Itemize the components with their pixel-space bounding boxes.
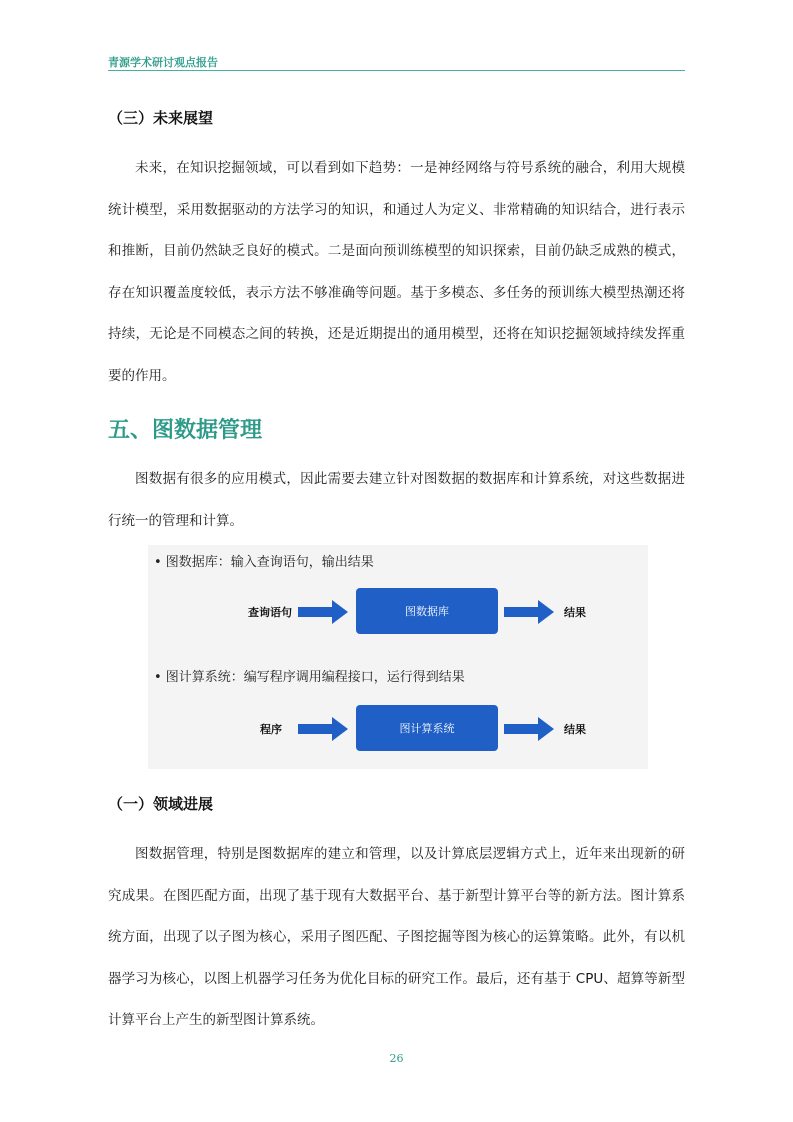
arrow-right-icon: [504, 716, 556, 742]
figure-bullet-graph-compute: • 图计算系统：编写程序调用编程接口，运行得到结果: [154, 670, 465, 685]
flow-box-graph-database: 图数据库: [356, 588, 498, 634]
subsection-heading-progress: （一）领域进展: [108, 795, 214, 813]
running-header: 青源学术研讨观点报告: [108, 56, 218, 69]
flow-input-label: 程序: [260, 723, 282, 736]
graph-system-figure: [148, 545, 648, 769]
paragraph-future-outlook: 未来，在知识挖掘领域，可以看到如下趋势：一是神经网络与符号系统的融合，利用大规模统计模型，采用数据驱动的方法学习的知识，和通过人为定义、非常精确的知识结合，进行表示和推断，目前仍然缺乏良好的模式。二是面向预训练模型的知识探索，目前仍缺乏成熟的模式，存在知识覆盖度较低，表示方法不够准确等问题。基于多模态、多任务的预训练大模型热潮还将持续，无论是不同模态之间的转换，还是近期提出的通用模型，还将在知识挖掘领域持续发挥重要的作用。: [108, 160, 685, 384]
figure-bullet-graph-database: • 图数据库：输入查询语句，输出结果: [154, 555, 374, 570]
arrow-right-icon: [504, 599, 556, 625]
arrow-right-icon: [298, 599, 350, 625]
flow-input-label: 查询语句: [248, 606, 292, 619]
paragraph-progress: 图数据管理，特别是图数据库的建立和管理，以及计算底层逻辑方式上，近年来出现新的研究成果。在图匹配方面，出现了基于现有大数据平台、基于新型计算平台等的新方法。图计算系统方面，出现了以子图为核心，采用子图匹配、子图挖掘等图为核心的运算策略。此外，有以机器学习为核心，以图上机器学习任务为优化目标的研究工作。最后，还有基于 CPU、超算等新型计算平台上产生的新型图计算系统。: [108, 846, 685, 1028]
chapter-title-graph-data-management: 五、图数据管理: [108, 418, 263, 443]
header-divider: [108, 70, 685, 71]
arrow-right-icon: [298, 716, 350, 742]
flow-box-graph-compute-system: 图计算系统: [356, 705, 498, 751]
flow-output-label: 结果: [564, 606, 586, 619]
paragraph-chapter-intro: 图数据有很多的应用模式，因此需要去建立针对图数据的数据库和计算系统，对这些数据进行统一的管理和计算。: [108, 471, 685, 529]
section-heading-future-outlook: （三）未来展望: [108, 109, 214, 127]
flow-output-label: 结果: [564, 723, 586, 736]
page-number: 26: [389, 1052, 404, 1065]
